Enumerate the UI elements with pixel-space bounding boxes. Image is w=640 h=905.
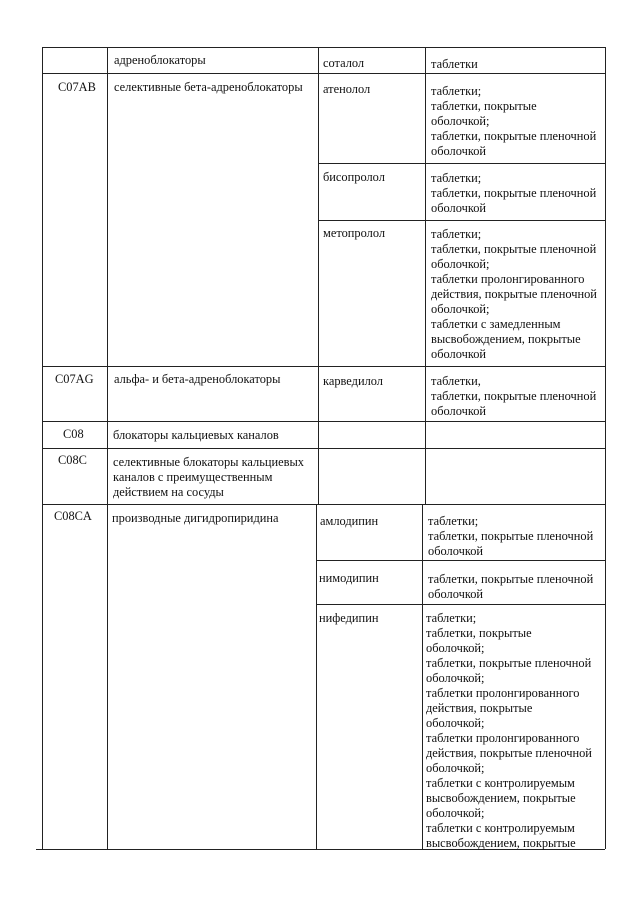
forms-cell: таблетки, покрытые пленочной оболочкой — [428, 572, 594, 601]
forms-cell: таблетки — [431, 57, 478, 71]
row-divider — [316, 560, 605, 561]
row-divider — [318, 220, 605, 221]
col-border-code — [107, 47, 108, 849]
forms-cell: таблетки; таблетки, покрытые пленочной оболочкой; таблетки пролонгированного действия, покрытые пленочной оболочкой; таблетки с замедленным высвобождением, покрытые оболочкой — [431, 227, 597, 361]
col-border-drug — [422, 504, 423, 849]
group-cell: адреноблокаторы — [114, 53, 206, 67]
drug-cell: нифедипин — [319, 611, 379, 625]
drug-cell: нимодипин — [319, 571, 379, 585]
row-divider — [42, 73, 605, 74]
forms-cell: таблетки; таблетки, покрытые оболочкой; таблетки, покрытые пленочной оболочкой — [431, 84, 597, 158]
row-divider — [42, 421, 605, 422]
col-border-right — [605, 47, 606, 849]
group-cell: блокаторы кальциевых каналов — [113, 428, 279, 442]
forms-cell: таблетки; таблетки, покрытые пленочной оболочкой — [431, 171, 597, 215]
atc-code-cell: C07AB — [58, 80, 96, 94]
atc-code-cell: C07AG — [55, 372, 94, 386]
drug-cell: бисопролол — [323, 170, 385, 184]
group-cell: альфа- и бета-адреноблокаторы — [114, 372, 281, 386]
row-divider — [42, 366, 605, 367]
drug-cell: соталол — [323, 56, 365, 70]
drug-cell: атенолол — [323, 82, 371, 96]
drug-cell: метопролол — [323, 226, 386, 240]
forms-cell: таблетки; таблетки, покрытые пленочной оболочкой — [428, 514, 594, 558]
col-border-group — [316, 504, 317, 849]
drug-cell: карведилол — [323, 374, 383, 388]
forms-cell: таблетки; таблетки, покрытые оболочкой; таблетки, покрытые пленочной оболочкой; таблетки пролонгированного действия, покрытые оболочкой; таблетки пролонгированного действия, покрытые пленочной оболочкой; таблетки с контролируемым высвобождением, покрытые оболочкой; таблетки с контролируемым высвобождением, покрытые — [426, 611, 592, 850]
row-divider — [42, 504, 605, 505]
row-divider — [316, 604, 605, 605]
atc-code-cell: C08 — [63, 427, 84, 441]
table-top-border — [42, 47, 605, 48]
drug-cell: амлодипин — [320, 514, 379, 528]
row-divider — [318, 163, 605, 164]
forms-cell: таблетки, таблетки, покрытые пленочной оболочкой — [431, 374, 597, 418]
group-cell: селективные бета-адреноблокаторы — [114, 80, 303, 94]
col-border-left — [42, 47, 43, 849]
col-border-drug — [425, 47, 426, 504]
group-cell: селективные блокаторы кальциевых каналов с преимущественным действием на сосуды — [113, 455, 304, 499]
atc-code-cell: C08CA — [54, 509, 92, 523]
group-cell: производные дигидропиридина — [112, 511, 279, 525]
col-border-group — [318, 47, 319, 504]
row-divider — [42, 448, 605, 449]
atc-code-cell: C08C — [58, 453, 87, 467]
